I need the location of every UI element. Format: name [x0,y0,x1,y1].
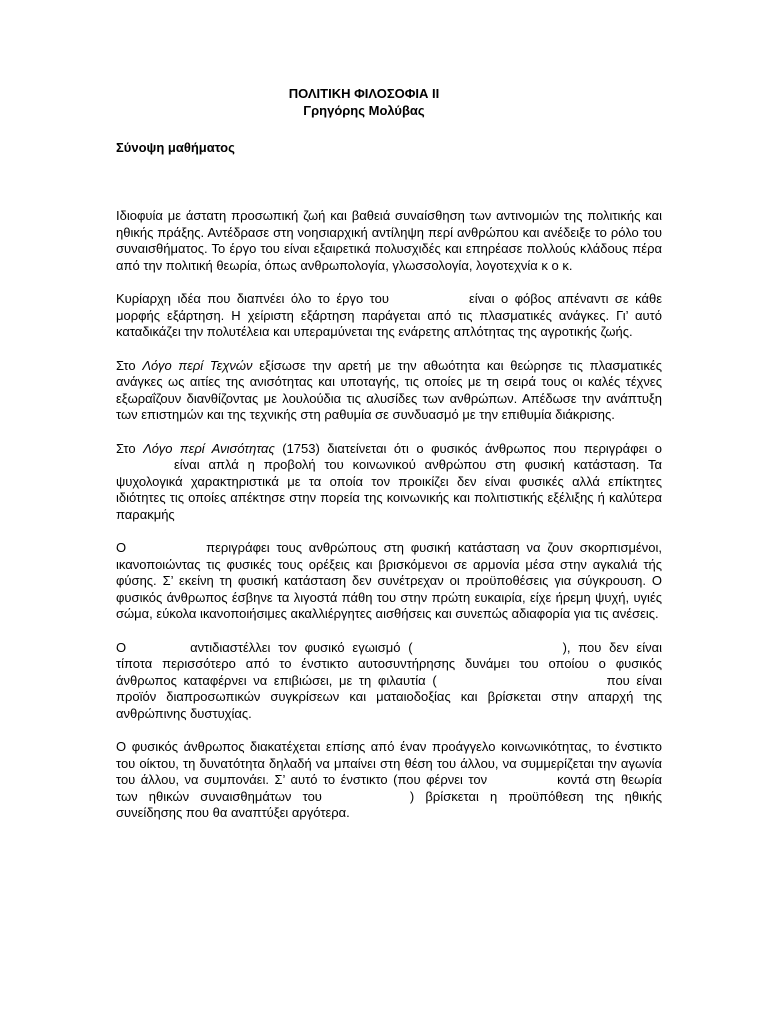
paragraph-4-part-c: είναι απλά η προβολή του κοινωνικού ανθρώπου στη φυσική κατάσταση. Τα ψυχολογικά χαρακτηριστικά με τα οποία τον προικίζει δεν είναι φυσικές αλλά επίκτητες ιδιότητες τις οποίες απέκτησε στην πορεία της κοινωνικής και πολιτιστικής εξέλιξης ή καλύτερα παρακμής [116,457,662,522]
section-heading: Σύνοψη μαθήματος [116,140,235,155]
paragraph-7 [116,739,662,822]
paragraph-1 [116,208,662,274]
paragraph-6 [116,640,662,723]
paragraph-3-work-title: Λόγο περί Τεχνών [142,357,253,373]
paragraph-2 [116,291,662,341]
paragraph-5-part-a: Ο [116,540,127,555]
paragraph-2-part-b: είναι ο φόβος απέναντι σε κάθε μορφής εξάρτηση. Η χείριστη εξάρτηση παράγεται από τις πλασματικές ανάγκες. Γι’ αυτό καταδικάζει την πολυτέλεια και υπεραμύνεται της ενάρετης απλότητας της αγροτικής ζωής. [116,291,662,339]
document-title: ΠΟΛΙΤΙΚΗ ΦΙΛΟΣΟΦΙΑ ΙΙ [288,86,440,101]
paragraph-4-part-a: Στο [116,440,136,456]
paragraph-7-part-b: κοντά στη θεωρία των ηθικών συναισθημάτων του [116,772,663,804]
paragraph-3-part-b: εξίσωσε την αρετή με την αθωότητα και θεώρησε τις πλασματικές ανάγκες ως αιτίες της ανισότητας και υποταγής, τις οποίες με τη σειρά τους οι καλές τέχνες εξωραΐζουν διανθίζοντας με λουλούδια τις αλυσίδες των ανθρώπων. Απέδωσε την ανάπτυξη των επιστημών και της τεχνικής στη ραθυμία σε συνδυασμό με την επιθυμία διάκρισης. [116,357,662,422]
paragraph-5 [116,540,662,623]
paragraph-4-work-title: Λόγο περί Ανισότητας [143,440,275,456]
paragraph-7-part-a: Ο φυσικός άνθρωπος διακατέχεται επίσης από έναν προάγγελο κοινωνικότητας, το ένστικτο του οίκτου, τη δυνατότητα δηλαδή να μπαίνει στη θέση του άλλου, να συμμερίζεται την αγωνία του άλλου, να συμπονάει. Σ’ αυτό το ένστικτο (που φέρνει τον [116,739,662,787]
paragraph-6-part-b: αντιδιαστέλλει τον φυσικό εγωισμό ( [190,639,413,655]
paragraph-6-part-a: Ο [116,639,127,655]
title-block [0,85,728,119]
paragraph-7-part-c: ) βρίσκεται η προϋπόθεση της ηθικής συνείδησης που θα αναπτύξει αργότερα. [116,788,662,820]
paragraph-4 [116,441,662,524]
document-body [116,208,662,839]
paragraph-6-part-d: που είναι προϊόν διαπροσωπικών συγκρίσεων και ματαιοδοξίας και βρίσκεται στην απαρχή της ανθρώπινης δυστυχίας. [116,672,662,721]
paragraph-1-text: Ιδιοφυία με άστατη προσωπική ζωή και βαθειά συναίσθηση των αντινομιών της πολιτικής και ηθικής πράξης. Αντέδρασε στη νοησιαρχική αντίληψη περί ανθρώπου και ανέδειξε το ρόλο του συναισθήματος. Το έργο του είναι εξαιρετικά πολυσχιδές και επηρέασε πολλούς κλάδους πέρα από την πολιτική θεωρία, όπως ανθρωπολογία, γλωσσολογία, λογοτεχνία κ ο κ. [116,208,662,273]
paragraph-6-part-c: ), που δεν είναι τίποτα περισσότερο από το ένστικτο αυτοσυντήρησης δυνάμει του οποίου ο φυσικός άνθρωπος καταφέρνει να επιβιώσει, με τη φιλαυτία ( [116,639,662,688]
paragraph-2-part-a: Κυρίαρχη ιδέα που διαπνέει όλο το έργο του [116,291,389,306]
paragraph-4-part-b: (1753) διατείνεται ότι ο φυσικός άνθρωπος που περιγράφει ο [282,440,663,456]
paragraph-5-part-b: περιγράφει τους ανθρώπους στη φυσική κατάσταση να ζουν σκορπισμένοι, ικανοποιώντας τις φυσικές τους ορέξεις και βρισκόμενοι σε αρμονία μέσα στην αγκαλιά τής φύσης. Σ’ εκείνη τη φυσική κατάσταση δεν συνέτρεχαν οι προϋποθέσεις για σύγκρουση. Ο φυσικός άνθρωπος έσβηνε τα λιγοστά πάθη του στην πρώτη ευκαιρία, είχε ήρεμη ψυχή, υγιές σώμα, εύκολα ικανοποιήσιμες ακαλλιέργητες αισθήσεις και συνεπώς αδιαφορία για τις ανέσεις. [116,540,662,621]
document-author: Γρηγόρης Μολύβας [303,103,425,118]
paragraph-3-part-a: Στο [116,357,136,373]
paragraph-3 [116,358,662,424]
